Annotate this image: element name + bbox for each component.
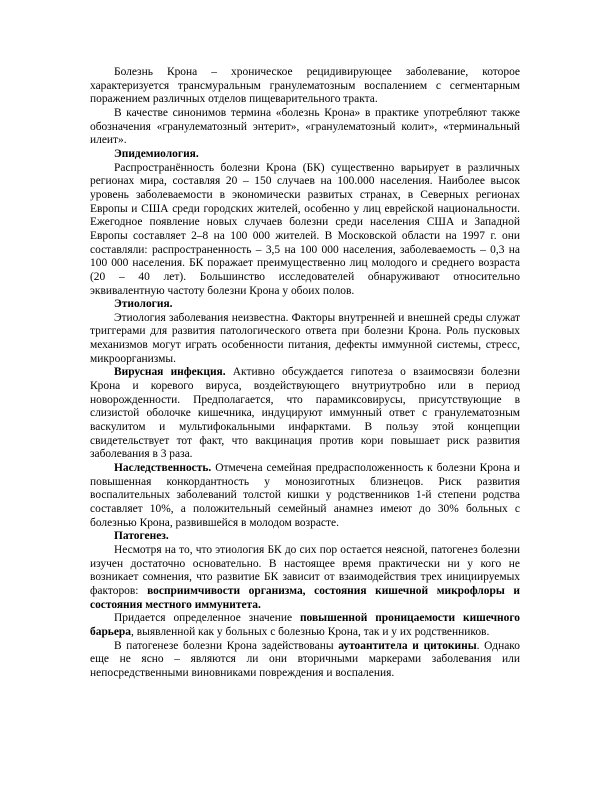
paragraph	[90, 640, 520, 681]
paragraph	[90, 544, 520, 612]
text-segment: Распространённость болезни Крона (БК) существенно варьирует в различных регионах мира, составляя 20 – 150 случаев на 100.000 населения. Наиболее высок уровень заболеваемости в экономически развитых странах, в Северных регионах Европы и США среди городских жителей, особенно у лиц еврейской национальности. Ежегодное появление новых случаев болезни среди населения США и Западной Европы составляет 2–8 на 100 000 жителей. В Московской области на 1997 г. они составляли: распространенность – 3,5 на 100 000 населения, заболеваемость – 0,3 на 100 000 населения. БК поражает преимущественно лиц молодого и среднего возраста (20 – 40 лет). Большинство исследователей обнаруживают относительно эквивалентную частоту болезни Крона у обоих полов.	[90, 161, 520, 297]
paragraph	[90, 312, 520, 367]
text-segment: Этиология.	[114, 298, 173, 311]
text-segment: Активно обсуждается гипотеза о взаимосвязи болезни Крона и коревого вируса, воздействующего внутриутробно или в период новорожденности. Предполагается, что парамиксовирусы, присутствующие в слизистой оболочке кишечника, индуцируют иммунный ответ с гранулематозным васкулитом и мультифокальными инфарктами. В пользу этой концепции свидетельствует тот факт, что вакцинация против кори повышает риск развития заболевания в 3 раза.	[90, 366, 520, 461]
text-segment: Отмечена семейная предрасположенность к болезни Крона и повышенная конкордантность у монозиготных близнецов. Риск развития воспалительных заболеваний толстой кишки у родственников 1-й степени родства составляет 10%, а положительный семейный анамнез имеют до 30% больных с болезнью Крона, развившейся в молодом возрасте.	[90, 462, 520, 529]
paragraph	[90, 462, 520, 530]
text-segment: Несмотря на то, что этиология БК до сих пор остается неясной, патогенез болезни изучен достаточно основательно. В настоящее время практически ни у кого не возникает сомнения, что развитие БК зависит от взаимодействия трех инициируемых факторов:	[90, 543, 520, 597]
text-segment: Болезнь Крона – хроническое рецидивирующее заболевание, которое характеризуется трансмуральным гранулематозным воспалением с сегментарным поражением различных отделов пищеварительного тракта.	[90, 66, 520, 106]
paragraph	[90, 107, 520, 148]
document-body	[90, 66, 520, 681]
bold-phrase: аутоантитела и цитокины	[338, 639, 477, 652]
text-segment: , выявленной как у больных с болезнью Крона, так и у их родственников.	[131, 625, 490, 638]
bold-phrase: Наследственность.	[114, 462, 212, 475]
paragraph	[90, 366, 520, 462]
section-heading	[90, 298, 520, 312]
text-segment: Придается определенное значение	[114, 612, 300, 625]
paragraph	[90, 66, 520, 107]
text-segment: Патогенез.	[114, 530, 169, 543]
bold-phrase: Вирусная инфекция.	[114, 366, 226, 379]
section-heading	[90, 530, 520, 544]
text-segment: В качестве синонимов термина «болезнь Крона» в практике употребляют также обозначения «гранулематозный энтерит», «гранулематозный колит», «терминальный илеит».	[90, 106, 520, 147]
section-heading	[90, 148, 520, 162]
text-segment: Этиология заболевания неизвестна. Факторы внутренней и внешней среды служат триггерами для развития патологического ответа при болезни Крона. Роль пусковых механизмов могут играть особенности питания, дефекты иммунной системы, стресс, микроорганизмы.	[90, 311, 520, 365]
text-segment: В патогенезе болезни Крона задействованы	[114, 639, 339, 652]
paragraph	[90, 612, 520, 639]
bold-phrase: восприимчивости организма, состояния кишечной микрофлоры и состояния местного иммунитета.	[90, 584, 520, 611]
bold-phrase: повышенной проницаемости кишечного барьера	[90, 612, 520, 638]
paragraph	[90, 162, 520, 299]
text-segment: . Однако еще не ясно – являются ли они вторичными маркерами заболевания или непосредственными виновниками повреждения и воспаления.	[90, 639, 520, 679]
text-segment: Эпидемиология.	[114, 147, 199, 160]
